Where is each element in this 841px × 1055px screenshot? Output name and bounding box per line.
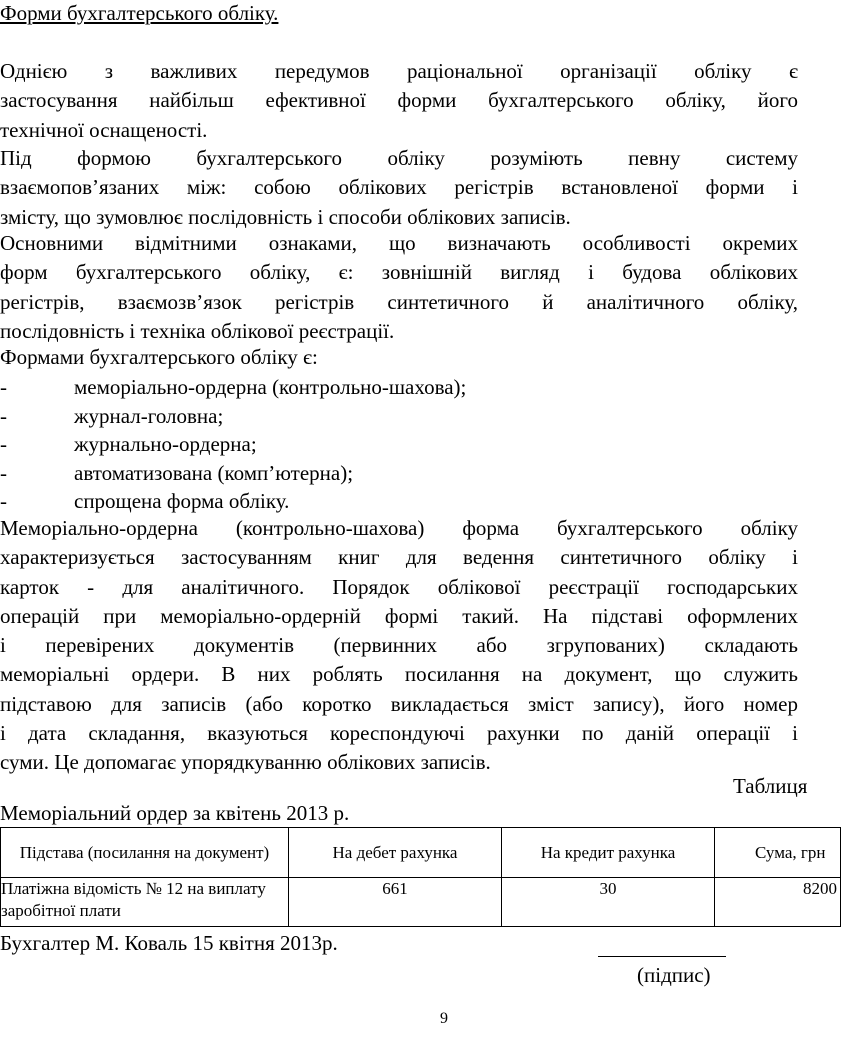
list-bullet: - [0,375,7,399]
header-amount: Сума, грн [715,828,841,878]
section-heading: Форми бухгалтерського обліку. [0,1,279,25]
cell-basis: Платіжна відомість № 12 на виплату заробітної плати [1,878,289,927]
text-line: послідовність і техніка облікової реєстрації. [0,318,395,343]
paragraph-forms-intro [0,343,798,372]
list-item-text: автоматизована (комп’ютерна); [74,461,354,485]
text-line: меморіальні ордери. В них роблять посилання на документ, що служить [0,662,798,687]
header-credit: На кредит рахунка [502,828,715,878]
text-line: підставою для записів (або коротко викладається зміст запису), його номер [0,691,798,716]
list-item-text: журнал-головна; [74,404,224,428]
text-line: змісту, що зумовлює послідовність і способи облікових записів. [0,204,571,229]
text-line: карток - для аналітичного. Порядок облікової реєстрації господарських [0,574,798,599]
list-bullet: - [0,432,7,456]
list-bullet: - [0,461,7,485]
header-debit: На дебет рахунка [289,828,502,878]
cell-credit: 30 [502,878,715,927]
text-line: регістрів, взаємозв’язок регістрів синтетичного й аналітичного обліку, [0,289,798,314]
memorial-order-table [0,827,841,927]
paragraph-intro [0,57,798,145]
text-line: технічної оснащеності. [0,117,208,142]
text-line: взаємопов’язаних між: собою облікових регістрів встановленої форми і [0,175,798,200]
text-line: застосування найбільш ефективної форми бухгалтерського обліку, його [0,88,798,113]
paragraph-memorial-order [0,514,798,778]
cell-debit: 661 [289,878,502,927]
text-line: Основними відмітними ознаками, що визначають особливості окремих [0,231,798,255]
text-line: Меморіально-ордерна (контрольно-шахова) форма бухгалтерського обліку [0,516,798,540]
text-line: операцій при меморіально-ордерній формі такий. На підставі оформлених [0,603,798,628]
text-line: Однією з важливих передумов раціональної організації обліку є [0,59,798,83]
paragraph-features [0,229,798,346]
list-bullet: - [0,489,7,513]
text-line: Формами бухгалтерського обліку є: [0,345,318,369]
table-title: Меморіальний ордер за квітень 2013 р. [0,801,350,825]
header-basis: Підстава (посилання на документ) [1,828,289,878]
table-label: Таблиця [733,774,808,798]
signature-line: Бухгалтер М. Коваль 15 квітня 2013р. [0,931,338,955]
signature-caption: (підпис) [637,963,711,987]
page-number: 9 [440,1010,448,1027]
list-item-text: спрощена форма обліку. [74,489,290,513]
text-line: і перевірених документів (первинних або згрупованих) складають [0,633,798,658]
table-header-row [1,828,841,878]
cell-amount: 8200 [715,878,841,927]
list-item-text: журнально-ордерна; [74,432,257,456]
list-item-text: меморіально-ордерна (контрольно-шахова); [74,375,467,399]
text-line: суми. Це допомагає упорядкуванню облікових записів. [0,750,491,775]
paragraph-definition [0,144,798,232]
list-bullet: - [0,404,7,428]
table-row [1,878,841,927]
text-line: форм бухгалтерського обліку, є: зовнішній вигляд і будова облікових [0,260,798,285]
signature-underline [598,956,726,957]
text-line: Під формою бухгалтерського обліку розуміють певну систему [0,146,798,170]
text-line: характеризується застосуванням книг для ведення синтетичного обліку і [0,545,798,570]
text-line: і дата складання, вказуються кореспондуючі рахунки по даній операції і [0,721,798,746]
